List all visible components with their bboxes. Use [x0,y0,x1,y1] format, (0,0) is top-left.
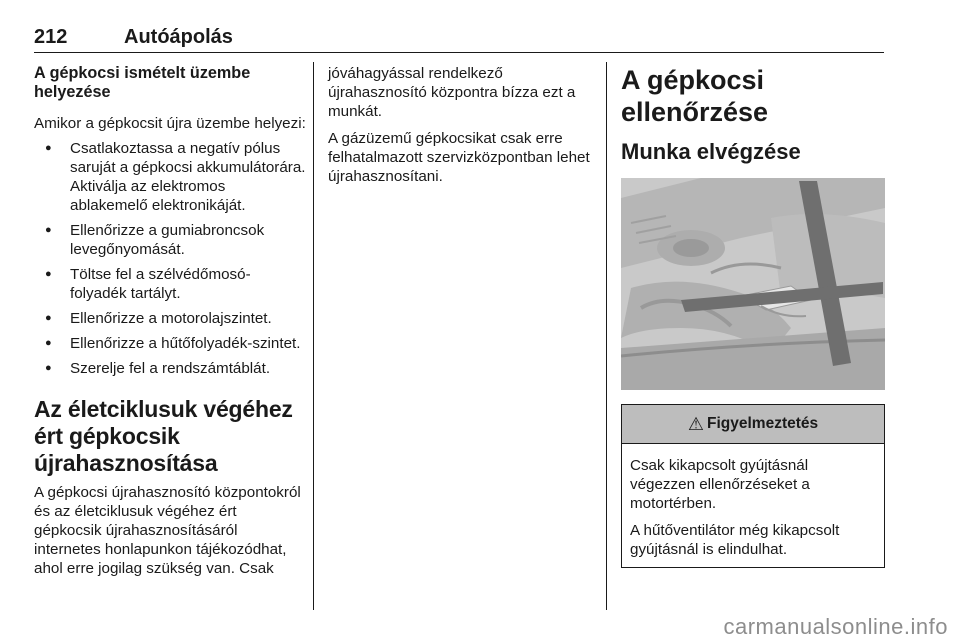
list-item: ● Csatlakoztassa a negatív pólus saruját a gépkocsi akkumulátorára. Aktiválja az elektromos ablakemelő elektronikáját. [34,139,306,215]
column-left [34,64,306,578]
column-right [621,64,885,568]
heading-recycling: Az életciklusuk végéhez ért gépkocsik újrahasznosítása [34,396,293,476]
heading-vehicle-check: A gépkocsi ellenőrzése [621,65,769,127]
engine-bay-illustration-icon [621,178,885,390]
page-header [34,20,884,53]
list-item: ● Szerelje fel a rendszámtáblát. [34,359,306,378]
recycling-text-continued: jóváhagyással rendelkező újrahasznosító központra bízza ezt a munkát. [328,65,576,120]
warning-box [621,404,885,568]
list-item: ● Ellenőrizze a hűtőfolyadék-szintet. [34,334,306,353]
list-item: ● Ellenőrizze a motorolajszintet. [34,309,306,328]
warning-body [622,444,884,567]
heading-reactivation: A gépkocsi ismételt üzembe helyezése [34,64,251,101]
watermark: carmanualsonline.info [723,614,948,639]
column-divider-2 [606,62,607,610]
section-title: Autóápolás [124,26,233,48]
intro-text: Amikor a gépkocsit újra üzembe helyezi: [34,115,306,132]
checklist [34,139,306,378]
column-middle [328,64,596,186]
list-item: ● Ellenőrizze a gumiabroncsok levegőnyomását. [34,221,306,259]
warning-header [622,405,884,444]
list-item: ● Töltse fel a szélvédőmosó-folyadék tartályt. [34,265,306,303]
warning-text-1: Csak kikapcsolt gyújtásnál végezzen ellenőrzéseket a motortérben. [630,457,810,512]
page-number: 212 [34,26,68,48]
column-divider-1 [313,62,314,610]
gas-vehicle-text: A gázüzemű gépkocsikat csak erre felhatalmazott szervizközpontban lehet újrahasznosítani. [328,130,590,185]
heading-performing-work: Munka elvégzése [621,139,801,164]
recycling-text: A gépkocsi újrahasznosító központokról és az életciklusuk végéhez ért gépkocsik újrahasznosításáról internetes honlapunkon tájékozódhat, ahol erre jogilag szükség van. Csak [34,484,301,577]
warning-triangle-icon: ⚠ [687,413,704,434]
warning-title: Figyelmeztetés [707,415,819,432]
warning-text-2: A hűtőventilátor még kikapcsolt gyújtásnál is elindulhat. [630,522,840,558]
